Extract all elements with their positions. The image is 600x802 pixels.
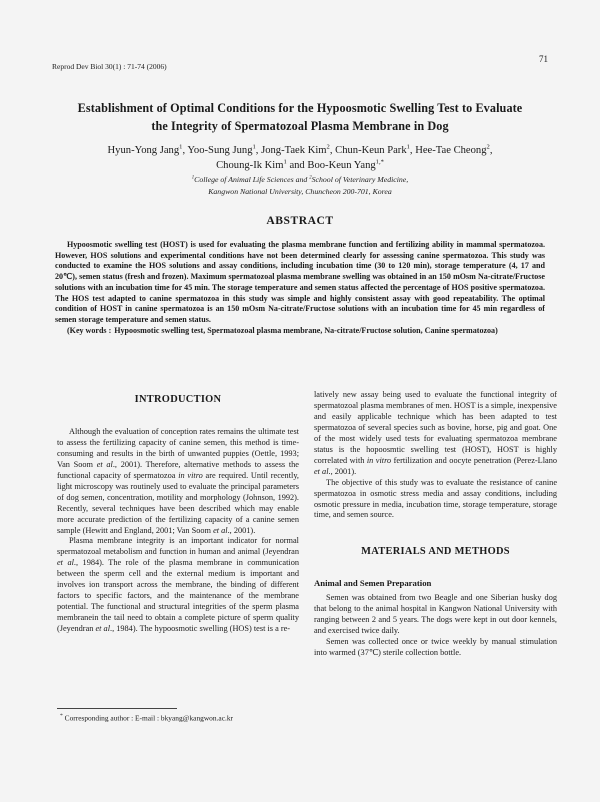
methods-paragraph-1: Semen was obtained from two Beagle and one Siberian husky dog that belong to the animal hospital in Kangwon National University with ranging between 2 and 5 years. The dogs were kept in out door kennels, and exercised twice daily. (314, 593, 557, 636)
keywords-label: (Key words : (67, 325, 112, 335)
abstract-body (55, 240, 545, 336)
asterisk-icon: * (60, 713, 63, 719)
author-list: Hyun-Yong Jang$^1$, Yoo-Sung Jung$^1$, Jong-Taek Kim$^2$, Chun-Keun Park$^1$, Hee-Tae Cheong$^2$, Choung-Ik Kim$^1$ and Boo-Keun Yang$^{1,*}$ (107, 143, 493, 171)
right-column (314, 390, 557, 659)
methods-heading: MATERIALS AND METHODS (361, 546, 510, 558)
title-line-2: the Integrity of Spermatozoal Plasma Membrane in Dog (151, 119, 449, 133)
running-header (52, 54, 548, 74)
introduction-heading: INTRODUCTION (134, 394, 222, 405)
intro-paragraph-1: Although the evaluation of conception rates remains the ultimate test to assess the fertilizing capacity of canine semen, this method is time-consuming and results in the birth of unwanted puppies (Oettle, 1993; Van Soom et al., 2001). Therefore, alternative methods to assess the functional capacity of spermatozoa in vitro are required. Until recently, light microscopy was routinely used to evaluate the principal parameters of dog semen, concentration, motility and morphology (Johnson, 1992). Recently, several techniques have been described which may enable more accurate prediction of the fertilizing capacity of a canine semen sample (Hewitt and England, 2001; Van Soom et al., 2001). (57, 426, 300, 535)
title-line-1: Establishment of Optimal Conditions for the Hypoosmotic Swelling Test to Evaluate (77, 101, 523, 115)
author-name: Boo-Keun Yang (307, 160, 376, 171)
intro-paragraph-2-continued: latively new assay being used to evaluate the functional integrity of spermatozoal plasma membranes of men. HOST is a simple, inexpensive and easily applicable technique which has been adapted to test spermatozoa of several species such as bovine, horse, pig and goat. One of the most widely used tests for evaluating spermatozoa membrane status is the hopoosmtic swelling test (HOST), HOST is highly correlated with in vitro fertilization and oocyte penetration (Perez-Llano et al., 2001). (314, 390, 557, 476)
paper-title (40, 99, 560, 135)
keywords-list: Hypoosmotic swelling test, Spermatozoal plasma membrane, Na-citrate/Fructose solution, Canine spermatozoa) (114, 325, 498, 335)
author-name: Choung-Ik Kim (216, 160, 284, 171)
footnote-divider (57, 708, 177, 709)
author-name: Chun-Keun Park (335, 145, 407, 156)
left-column (57, 395, 299, 635)
author-name: Yoo-Sung Jung (187, 145, 253, 156)
abstract-text: Hypoosmotic swelling test (HOST) is used for evaluating the plasma membrane function and fertilizing ability in mammal spermatozoa. However, HOS solutions and experimental conditions have not been determined clearly for assessing canine spermatozoa. This study was conducted to examine the HOS solutions and assay conditions, including incubation time (30 to 120 min), storage temperature (4, 17 and 20℃), semen status (fresh and frozen). Maximum spermatozoal plasma membrane swelling was obtained in an 150 mOsm Na-citrate/Fructose solutions with an incubation time for 45 min. The storage temperature and semen status affected the percentage of HOS positive spermatozoa. The HOS test adapted to canine spermatozoa in this study was simple and highly consistent assay with good repeatability. The optimal condition of HOST in canine spermatozoa is an 150 mOsm Na-citrate/Fructose solutions with an incubation time for 45 min regardless of semen storage temperature and semen status. (55, 240, 545, 324)
corresponding-author-footnote: * Corresponding author : E-mail : bkyang@kangwon.ac.kr (60, 713, 233, 723)
author-name: Jong-Taek Kim (261, 145, 327, 156)
keywords (55, 326, 545, 337)
affiliations: $^1$College of Animal Life Sciences and $^2$School of Veterinary Medicine, Kangwon National University, Chuncheon 200-701, Korea (191, 175, 409, 196)
author-name: Hee-Tae Cheong (415, 145, 487, 156)
author-name: Hyun-Yong Jang (107, 145, 180, 156)
subsection-heading: Animal and Semen Preparation (314, 578, 432, 589)
abstract-heading: ABSTRACT (266, 214, 334, 227)
journal-citation: Reprod Dev Biol 30(1) : 71-74 (2006) (52, 62, 167, 71)
methods-paragraph-2: Semen was collected once or twice weekly by manual stimulation into warmed (37℃) sterile collection bottle. (314, 637, 557, 658)
intro-paragraph-2: Plasma membrane integrity is an important indicator for normal spermatozoal metabolism and function in human and animal (Jeyendran et al., 1984). The role of the plasma membrane in communication between the sperm cell and the external medium is important and involves ion transport across the membrane, the binding of different factors to specific factors, and the maintenance of the membrane potential. The functional and structural integrities of the sperm plasma membranein the tail need to obtain a complete picture of sperm quality (Jeyendran et al., 1984). The hypoosmotic swelling (HOS) test is a re- (57, 536, 300, 634)
intro-paragraph-3: The objective of this study was to evaluate the resistance of canine spermatozoa in osmotic stress media and assay conditions, including osmotic pressure in media, incubation time, storage temperature, storage time, and semen source. (314, 477, 557, 520)
page-number: 71 (539, 54, 548, 64)
